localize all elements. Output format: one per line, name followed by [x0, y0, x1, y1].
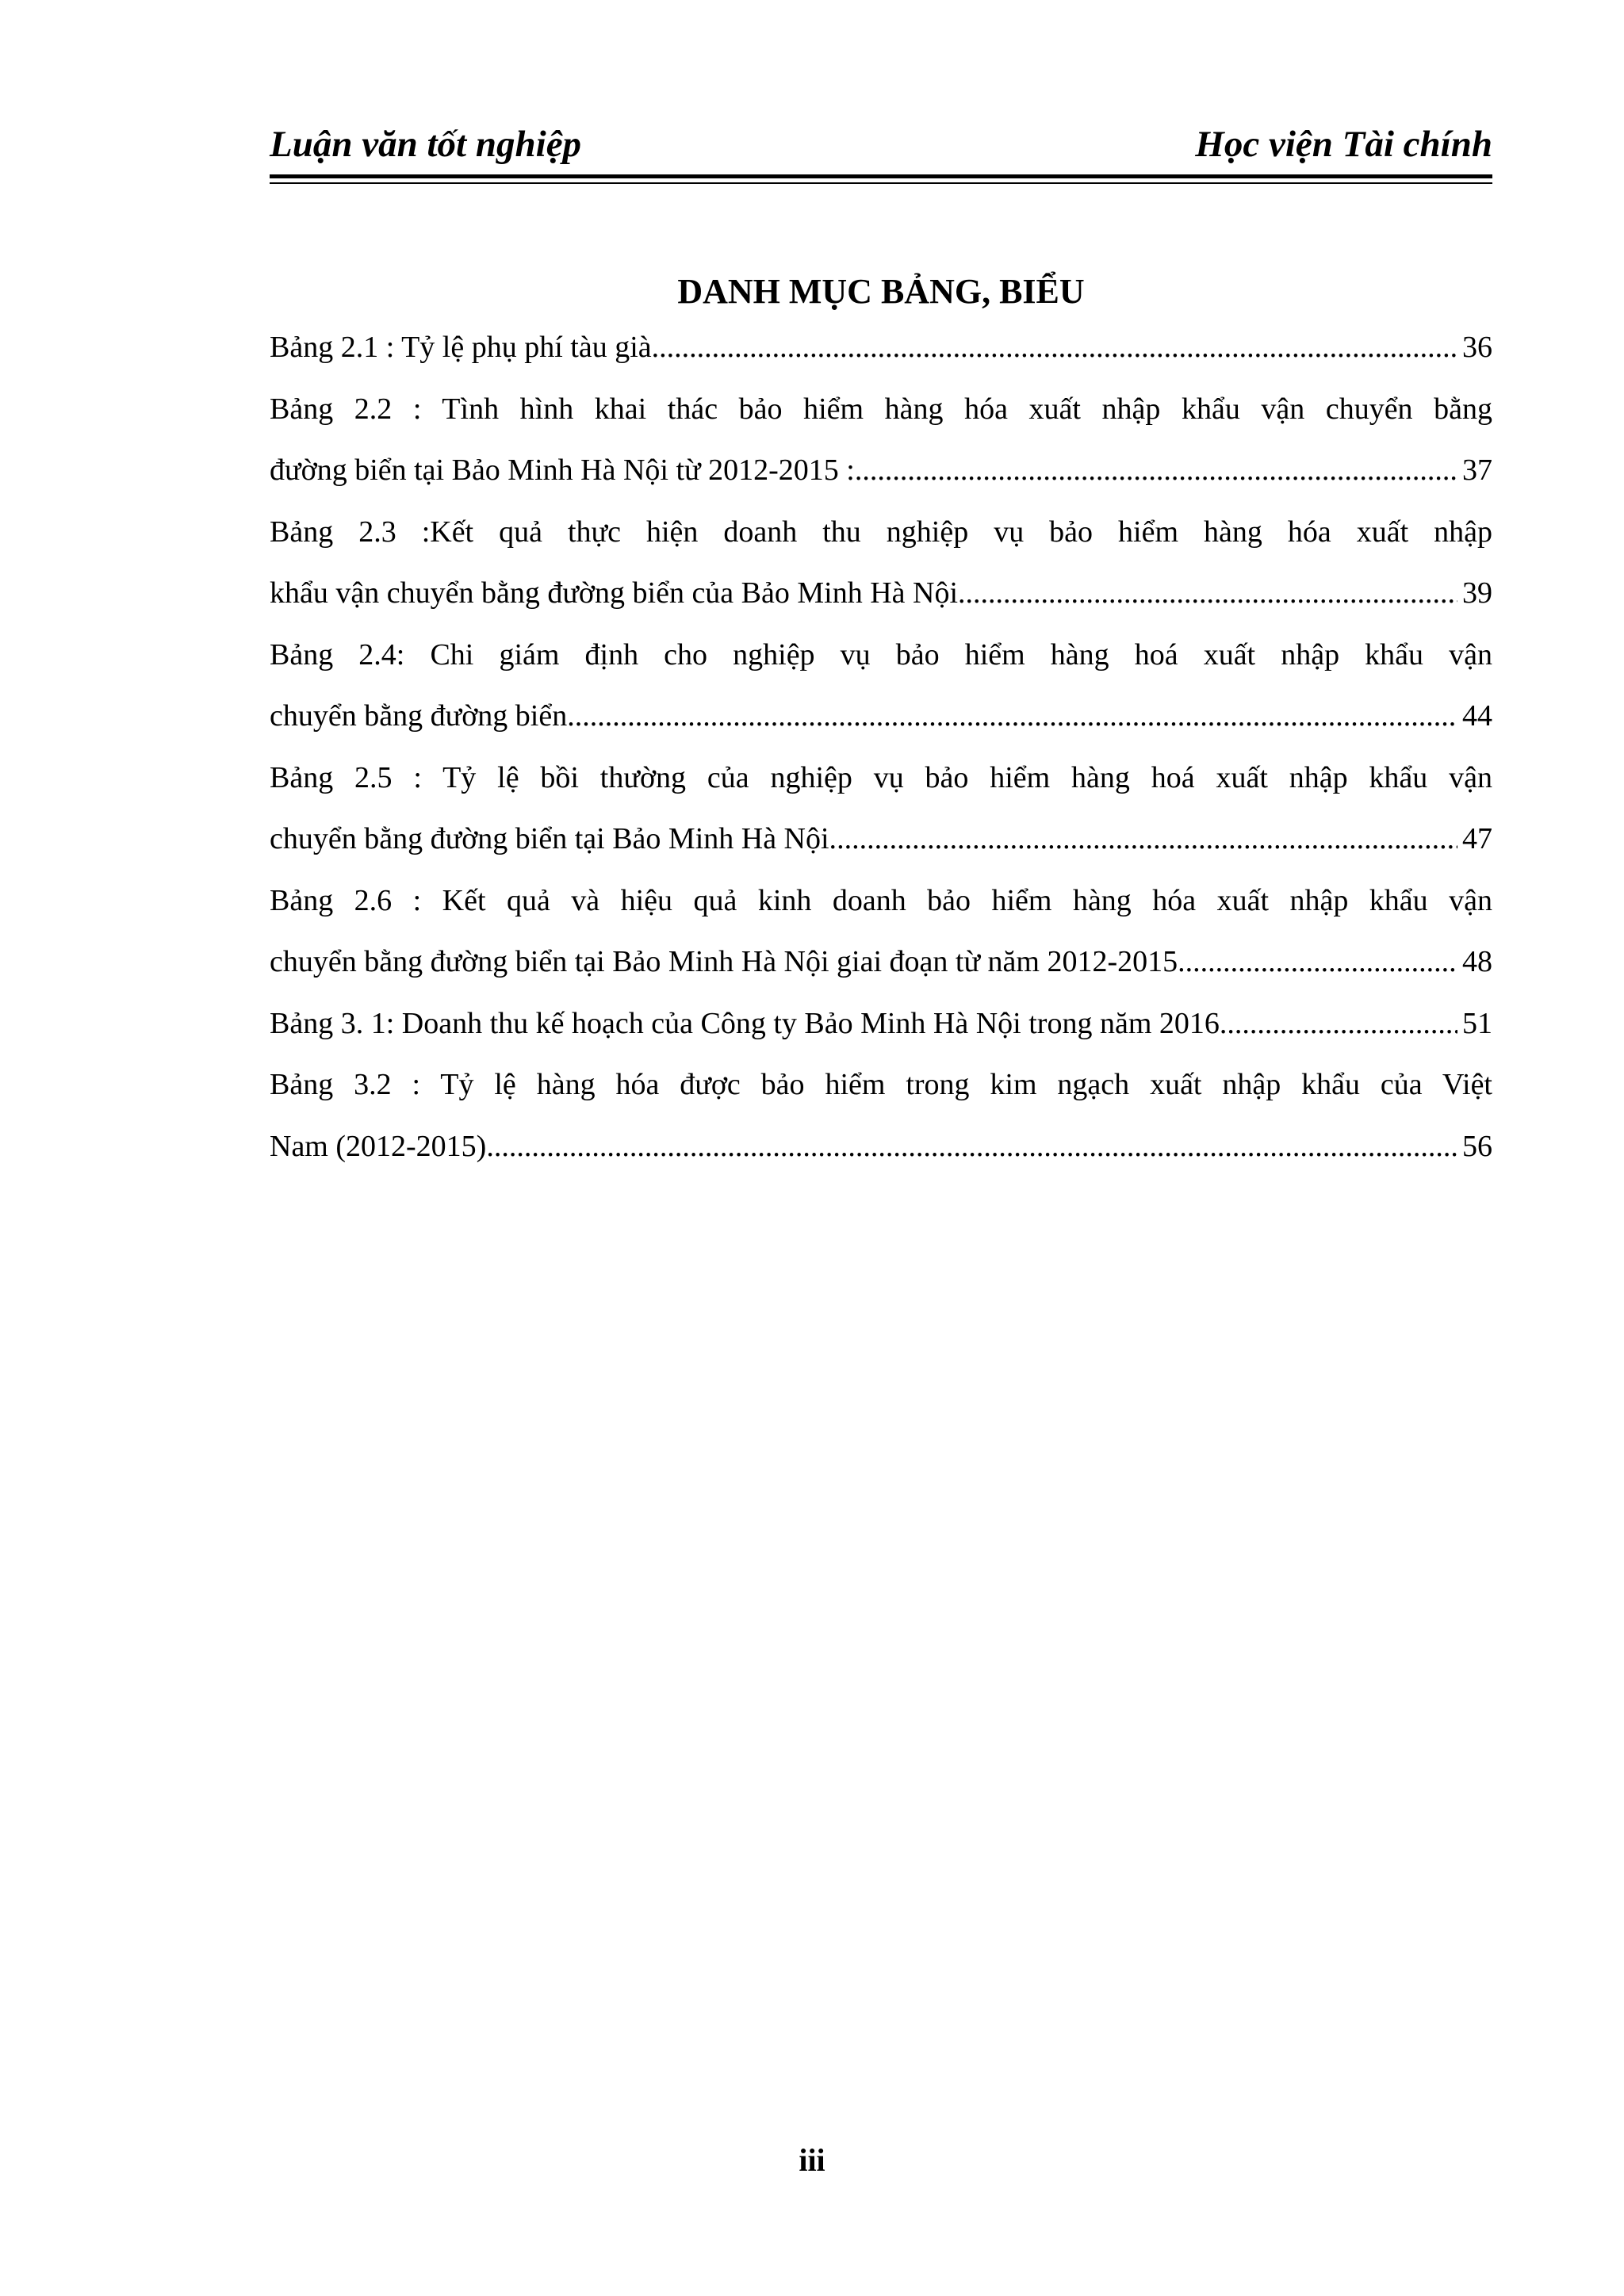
dot-leader	[958, 563, 1457, 625]
toc-entry-text: Bảng 3. 1: Doanh thu kế hoạch của Công ty Bảo Minh Hà Nội trong năm 2016	[270, 1006, 1220, 1040]
toc-entry[interactable]	[270, 993, 1492, 1055]
toc-entry-page: 56	[1462, 1129, 1492, 1163]
toc-entry-page: 37	[1462, 453, 1492, 487]
toc-entry-page: 36	[1462, 331, 1492, 364]
toc-entry-text: chuyển bằng đường biển.	[270, 699, 575, 733]
toc-entry-line: Bảng 2.3 :Kết quả thực hiện doanh thu nghiệp vụ bảo hiểm hàng hóa xuất nhập	[270, 515, 1492, 549]
dot-leader	[855, 440, 1457, 502]
toc-entry-text: chuyển bằng đường biển tại Bảo Minh Hà Nội.	[270, 822, 837, 855]
toc-entry-last-line	[270, 563, 1492, 625]
toc-entry-line: Bảng 2.2 : Tình hình khai thác bảo hiểm hàng hóa xuất nhập khẩu vận chuyển bằng	[270, 392, 1492, 426]
toc-entry-last-line	[270, 932, 1492, 993]
toc-entry-page: 47	[1462, 822, 1492, 855]
toc-entry-last-line	[270, 993, 1492, 1055]
header-institution-label: Học viện Tài chính	[1195, 124, 1492, 165]
toc-entry-line: Bảng 2.5 : Tỷ lệ bồi thường của nghiệp vụ bảo hiểm hàng hoá xuất nhập khẩu vận	[270, 760, 1492, 794]
toc-entry-last-line	[270, 440, 1492, 502]
header-thesis-label: Luận văn tốt nghiệp	[270, 124, 582, 165]
running-header	[270, 121, 1492, 181]
toc-entry-page: 39	[1462, 576, 1492, 610]
dot-leader	[1178, 932, 1457, 993]
toc-entry[interactable]	[270, 379, 1492, 502]
toc-entry-last-line	[270, 809, 1492, 871]
toc-entry-text: đường biển tại Bảo Minh Hà Nội từ 2012-2015 :	[270, 453, 855, 487]
dot-leader	[837, 809, 1457, 871]
table-list	[270, 317, 1492, 1177]
toc-entry-last-line	[270, 317, 1492, 379]
toc-entry-text: khẩu vận chuyển bằng đường biển của Bảo Minh Hà Nội	[270, 576, 959, 610]
page-number: iii	[799, 2142, 825, 2178]
toc-entry-line: Bảng 2.6 : Kết quả và hiệu quả kinh doanh bảo hiểm hàng hóa xuất nhập khẩu vận	[270, 883, 1492, 917]
dot-leader	[486, 1116, 1457, 1178]
toc-entry[interactable]	[270, 502, 1492, 625]
toc-entry-text: Bảng 2.1 : Tỷ lệ phụ phí tàu già	[270, 331, 652, 364]
toc-entry-text: chuyển bằng đường biển tại Bảo Minh Hà Nội giai đoạn từ năm 2012-2015	[270, 945, 1178, 978]
toc-entry[interactable]	[270, 748, 1492, 871]
toc-entry[interactable]	[270, 1054, 1492, 1177]
header-rule-thick	[270, 174, 1492, 178]
toc-entry-page: 51	[1462, 1006, 1492, 1040]
dot-leader	[575, 686, 1457, 748]
toc-entry-page: 44	[1462, 699, 1492, 733]
header-rule-thin	[270, 182, 1492, 184]
toc-entry-text: Nam (2012-2015)	[270, 1129, 487, 1163]
page-title: DANH MỤC BẢNG, BIỂU	[677, 272, 1085, 311]
toc-entry-last-line	[270, 1116, 1492, 1178]
toc-entry-last-line	[270, 686, 1492, 748]
toc-entry-line: Bảng 2.4: Chi giám định cho nghiệp vụ bảo hiểm hàng hoá xuất nhập khẩu vận	[270, 637, 1492, 672]
toc-entry[interactable]	[270, 317, 1492, 379]
toc-entry[interactable]	[270, 625, 1492, 748]
toc-entry[interactable]	[270, 871, 1492, 993]
toc-entry-line: Bảng 3.2 : Tỷ lệ hàng hóa được bảo hiểm trong kim ngạch xuất nhập khẩu của Việt	[270, 1068, 1492, 1101]
dot-leader	[1220, 993, 1457, 1055]
toc-entry-page: 48	[1462, 945, 1492, 978]
dot-leader	[652, 317, 1457, 379]
